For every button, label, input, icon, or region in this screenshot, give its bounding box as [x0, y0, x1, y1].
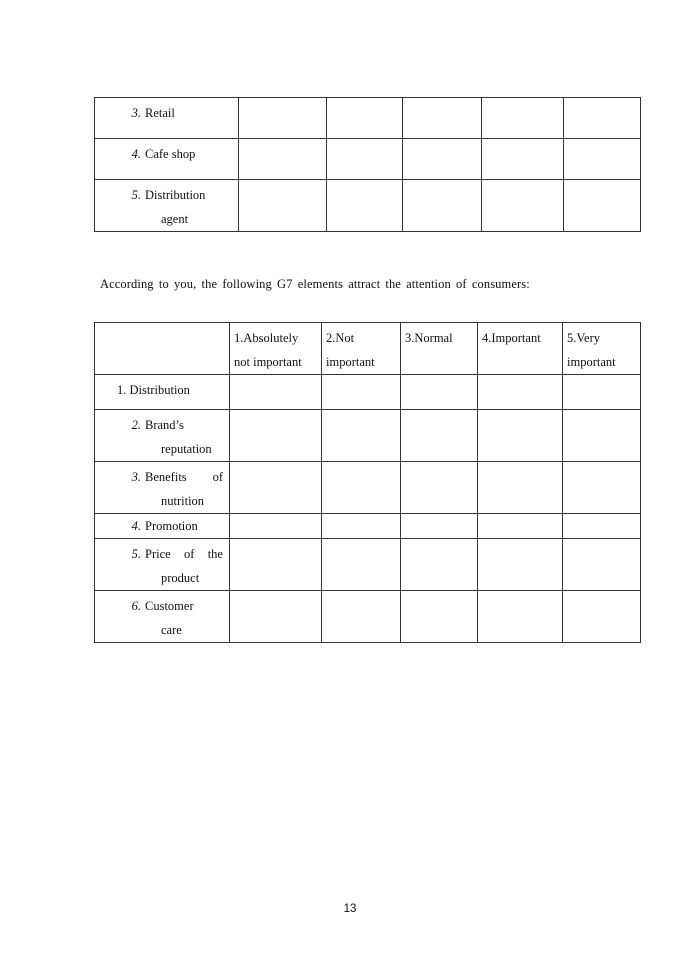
row-label: 3. Retail: [131, 106, 175, 120]
row-label: 5. Price of the product: [131, 547, 223, 585]
header-very-important: 5.Very important: [567, 331, 616, 369]
table-row: [95, 410, 641, 462]
row-label: 1. Distribution: [117, 383, 190, 397]
question-text: According to you, the following G7 elements attract the attention of consumers:: [100, 277, 530, 291]
table-row: [95, 591, 641, 643]
table-row: [95, 539, 641, 591]
header-not-important: 2.Not important: [326, 331, 375, 369]
g7-elements-table: [94, 322, 641, 643]
header-important: 4.Important: [482, 331, 541, 345]
row-label: 3. Benefits of nutrition: [131, 470, 223, 508]
distribution-channel-table: [94, 97, 641, 232]
header-normal: 3.Normal: [405, 331, 453, 345]
table-row: [95, 139, 641, 180]
table-row: [95, 462, 641, 514]
row-label: 4. Cafe shop: [131, 147, 196, 161]
row-label: 6. Customer care: [131, 599, 194, 637]
table-row: [95, 98, 641, 139]
row-label: 2. Brand’s reputation: [131, 418, 212, 456]
table-row: [95, 375, 641, 410]
row-label: 5. Distribution agent: [131, 188, 206, 226]
header-row: [95, 323, 641, 375]
table-row: [95, 514, 641, 539]
header-absolutely-not-important: 1.Absolutely not important: [234, 331, 302, 369]
row-label: 4. Promotion: [131, 519, 198, 533]
table-row: [95, 180, 641, 232]
page-number: 13: [343, 903, 357, 915]
